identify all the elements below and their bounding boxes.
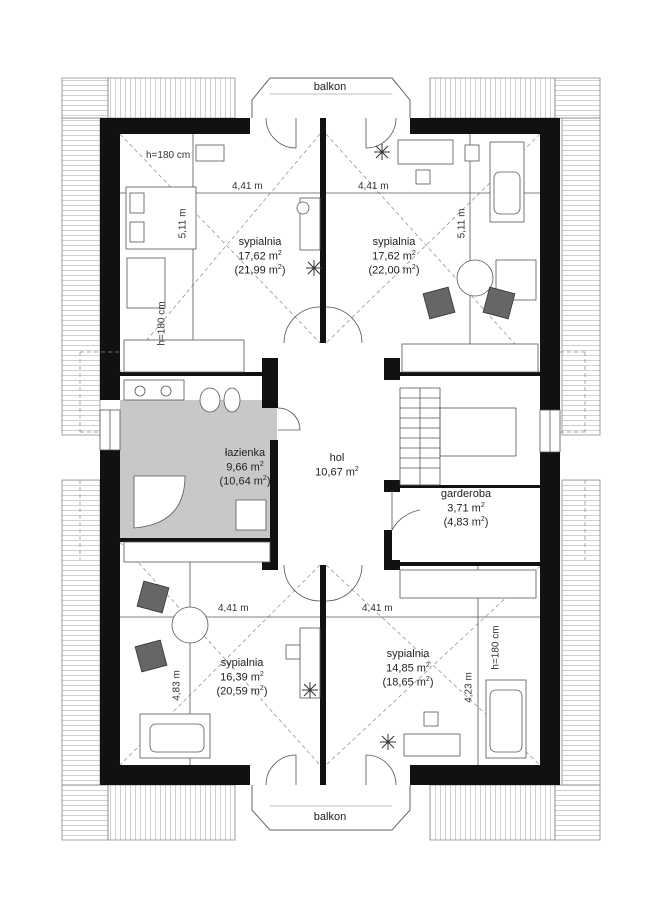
room-name: sypialnia (386, 648, 430, 660)
room-name: garderoba (440, 488, 492, 500)
sup: 2 (411, 264, 416, 272)
room-bedroom-se (368, 648, 448, 691)
sup: 2 (480, 501, 485, 509)
sup: 2 (354, 465, 359, 473)
room-area: 17,62 m (372, 250, 412, 263)
sup: 2 (259, 460, 264, 468)
room-area: 16,39 m (220, 671, 260, 684)
room-wardrobe (426, 488, 506, 531)
room-name: łazienka (224, 447, 266, 459)
room-gross-area: (4,83 m (443, 516, 481, 529)
dim-h-right-vertical: h=180 cm (490, 625, 502, 670)
dim-ne-width: 4,41 m (358, 181, 389, 192)
sup: 2 (411, 249, 416, 257)
room-gross-area: (20,59 m (216, 685, 260, 698)
paren: ) (415, 264, 420, 277)
room-area: 10,67 m (315, 466, 355, 479)
room-name: sypialnia (372, 236, 416, 248)
paren: ) (263, 685, 268, 698)
room-name: hol (329, 452, 345, 464)
room-area: 3,71 m (447, 502, 481, 515)
chairs-sw (135, 581, 169, 672)
dim-sw-width: 4,41 m (218, 603, 249, 614)
dim-nw-width: 4,41 m (232, 181, 263, 192)
room-gross-area: (21,99 m (234, 264, 278, 277)
sup: 2 (425, 676, 430, 684)
room-name: sypialnia (238, 236, 282, 248)
dim-se-width: 4,41 m (362, 603, 393, 614)
room-bedroom-ne (354, 236, 434, 279)
dim-h-left-vertical: h=180 cm (156, 301, 168, 346)
paren: ) (484, 516, 489, 529)
sup: 2 (277, 249, 282, 257)
room-bedroom-nw (220, 236, 300, 279)
balcony-top-label: balkon (313, 81, 347, 93)
sup: 2 (277, 264, 282, 272)
room-name: sypialnia (220, 657, 264, 669)
room-gross-area: (22,00 m (368, 264, 412, 277)
dim-ne-depth: 5,11 m (456, 208, 468, 239)
room-gross-area: (18,65 m (382, 676, 426, 689)
sup: 2 (259, 670, 264, 678)
dim-h-top-left: h=180 cm (146, 150, 191, 161)
dim-se-depth: 4,23 m (463, 672, 475, 703)
sup: 2 (259, 685, 264, 693)
dim-sw-depth: 4,83 m (171, 670, 183, 701)
balcony-bottom-label: balkon (313, 811, 347, 823)
room-gross-area: (10,64 m (219, 475, 263, 488)
room-area: 17,62 m (238, 250, 278, 263)
sup: 2 (262, 475, 267, 483)
paren: ) (266, 475, 271, 488)
paren: ) (429, 676, 434, 689)
sup: 2 (425, 661, 430, 669)
room-bathroom (205, 447, 285, 490)
room-area: 14,85 m (386, 662, 426, 675)
room-area: 9,66 m (226, 461, 260, 474)
room-hall (302, 452, 372, 480)
staircase (400, 388, 516, 485)
dim-nw-depth: 5,11 m (177, 208, 189, 239)
sup: 2 (480, 516, 485, 524)
paren: ) (281, 264, 286, 277)
room-bedroom-sw (202, 657, 282, 700)
